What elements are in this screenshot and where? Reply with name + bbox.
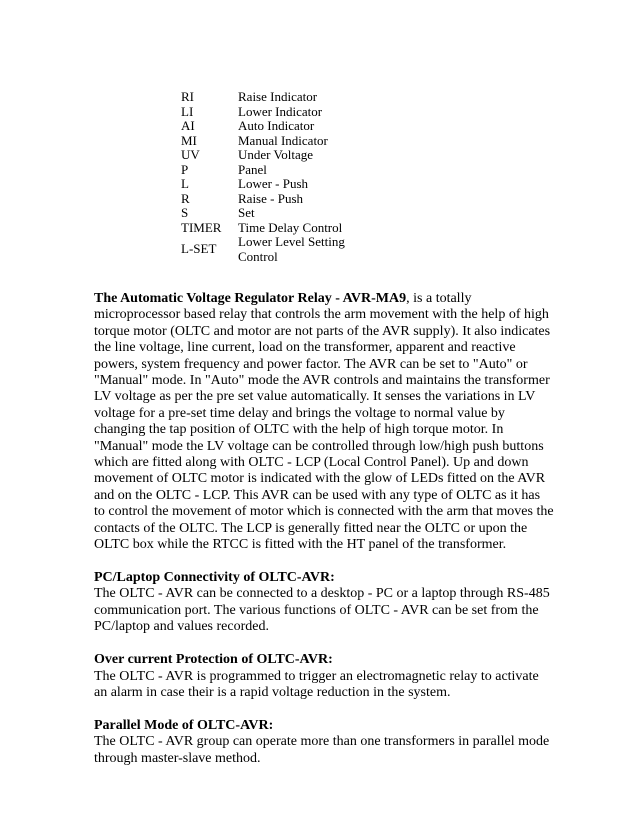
abbreviation-meaning: Set xyxy=(238,205,255,220)
abbreviation-code: UV xyxy=(181,147,200,162)
abbreviation-code: L xyxy=(181,176,189,191)
abbreviation-code: R xyxy=(181,190,190,206)
abbreviation-code: P xyxy=(181,161,189,177)
abbreviation-row xyxy=(181,221,345,236)
abbreviation-row xyxy=(181,206,345,221)
section-parallel-mode xyxy=(94,718,554,767)
abbreviation-row xyxy=(181,163,345,178)
abbreviation-code: LI xyxy=(181,103,194,119)
section-heading: Over current Protection of OLTC-AVR: xyxy=(94,652,333,668)
section-overcurrent-protection xyxy=(94,652,554,701)
abbreviation-row xyxy=(181,148,345,163)
intro-lead: The Automatic Voltage Regulator Relay - AVR-MA9 xyxy=(94,291,407,306)
intro-text: , is a totally microprocessor based relay that controls the arm movement with the help of high torque motor (OLTC and motor are not parts of the AVR supply). It also indicates the line voltage, line current, load on the transformer, apparent and reactive powers, system frequency and power factor. The AVR can be set to "Auto" or "Manual" mode. In "Auto" mode the AVR controls and maintains the transformer LV voltage as per the pre set value automatically. It senses the variations in LV voltage for a pre-set time delay and brings the voltage to normal value by changing the tap position of OLTC with the help of high torque motor. In "Manual" mode the LV voltage can be controlled through low/high push buttons which are fitted along with OLTC - LCP (Local Control Panel). Up and down movement of OLTC motor is indicated with the glow of LEDs fitted on the AVR and on the OLTC - LCP. This AVR can be used with any type of OLTC as it has to control the movement of motor which is connected with the arm that moves the contacts of the OLTC. The LCP is generally fitted near the OLTC or upon the OLTC box while the RTCC is fitted with the HT panel of the transformer. xyxy=(94,291,554,553)
abbreviation-meaning: Manual Indicator xyxy=(238,132,328,148)
abbreviation-meaning: Auto Indicator xyxy=(238,118,315,133)
section-body: The OLTC - AVR group can operate more than one transformers in parallel mode through master-slave method. xyxy=(94,734,550,766)
abbreviation-meaning: Under Voltage xyxy=(238,147,313,162)
abbreviation-meaning-line: Control xyxy=(238,248,278,264)
abbreviation-meaning: Panel xyxy=(238,161,267,177)
abbreviation-meaning: Lower - Push xyxy=(238,176,309,191)
abbreviation-code: AI xyxy=(181,118,195,133)
abbreviation-code: L-SET xyxy=(181,241,217,257)
abbreviation-code: RI xyxy=(181,89,194,104)
intro-paragraph xyxy=(94,291,554,554)
abbreviation-code: S xyxy=(181,205,189,220)
abbreviation-row xyxy=(181,192,345,207)
abbreviation-row xyxy=(181,134,345,149)
abbreviation-meaning xyxy=(238,235,345,264)
section-body: The OLTC - AVR is programmed to trigger an electromagnetic relay to activate an alarm in case their is a rapid voltage reduction in the system. xyxy=(94,668,539,700)
abbreviation-row xyxy=(181,177,345,192)
abbreviation-meaning: Raise Indicator xyxy=(238,89,318,104)
abbreviation-code: TIMER xyxy=(181,219,222,235)
abbreviation-table xyxy=(181,90,345,264)
section-heading: PC/Laptop Connectivity of OLTC-AVR: xyxy=(94,570,335,585)
section-pc-connectivity xyxy=(94,570,554,636)
abbreviation-meaning: Lower Indicator xyxy=(238,103,323,119)
abbreviation-meaning-line: Lower Level Setting xyxy=(238,234,345,249)
abbreviation-row xyxy=(181,119,345,134)
document-body xyxy=(94,291,554,767)
abbreviation-meaning: Time Delay Control xyxy=(238,219,343,235)
abbreviation-code: MI xyxy=(181,132,197,148)
abbreviation-meaning: Raise - Push xyxy=(238,190,303,206)
section-heading: Parallel Mode of OLTC-AVR: xyxy=(94,717,274,733)
abbreviation-row xyxy=(181,90,345,105)
abbreviation-row xyxy=(181,105,345,120)
section-body: The OLTC - AVR can be connected to a desktop - PC or a laptop through RS-485 communication port. The various functions of OLTC - AVR can be set from the PC/laptop and values recorded. xyxy=(94,586,550,635)
abbreviation-row xyxy=(181,235,345,264)
